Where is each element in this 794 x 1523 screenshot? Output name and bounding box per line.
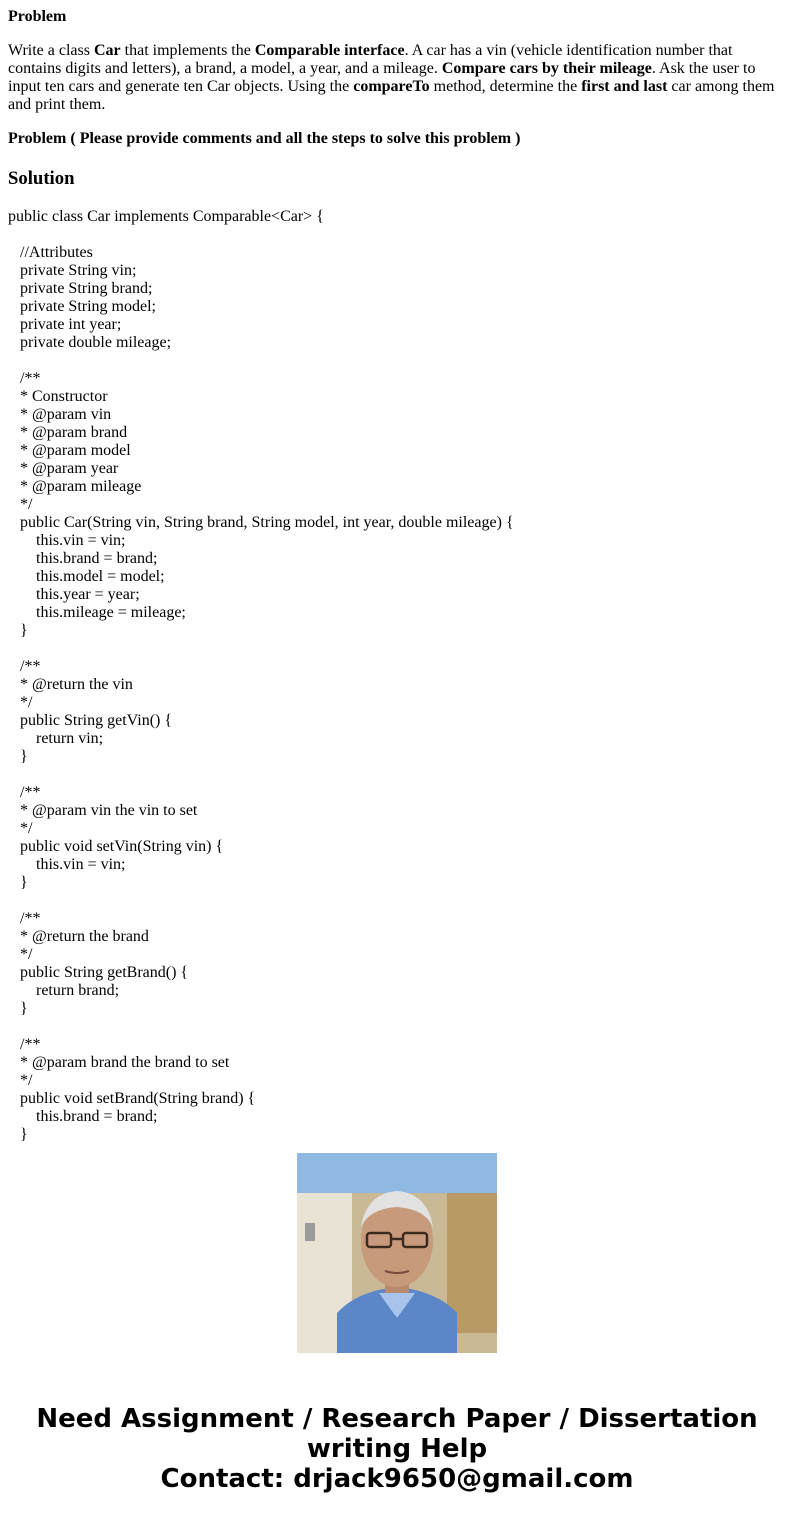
code-line: }	[8, 748, 28, 765]
avatar	[297, 1153, 497, 1353]
code-line: public Car(String vin, String brand, String model, int year, double mileage) {	[8, 514, 514, 531]
code-line: /**	[8, 658, 41, 675]
document-content	[8, 8, 786, 1143]
code-line: return brand;	[8, 982, 120, 999]
code-line: }	[8, 622, 28, 639]
promo-banner	[0, 1404, 794, 1494]
code-line: }	[8, 874, 28, 891]
code-line: */	[8, 820, 33, 837]
code-line	[8, 226, 786, 244]
code-line: * @param brand	[8, 424, 128, 441]
code-line: this.brand = brand;	[8, 1108, 158, 1125]
code-line	[8, 352, 786, 370]
code-line: this.mileage = mileage;	[8, 604, 186, 621]
problem-text: method, determine the	[429, 78, 582, 95]
code-line: private String vin;	[8, 262, 137, 279]
code-line: this.year = year;	[8, 586, 140, 603]
problem-text: Write a class	[8, 42, 94, 59]
code-line: * @param vin the vin to set	[8, 802, 198, 819]
code-line: * @param model	[8, 442, 131, 459]
code-line: public class Car implements Comparable<Car> {	[8, 208, 324, 225]
code-line: this.vin = vin;	[8, 856, 126, 873]
code-line: * @return the brand	[8, 928, 149, 945]
problem-text: . Ask the user to input ten cars and generate ten Car objects. Using the	[8, 60, 756, 95]
code-line: public String getBrand() {	[8, 964, 189, 981]
code-line: public void setVin(String vin) {	[8, 838, 224, 855]
code-line: * @return the vin	[8, 676, 133, 693]
problem-text: car among them and print them.	[8, 78, 775, 113]
code-line: this.vin = vin;	[8, 532, 126, 549]
problem-text: . A car has a vin (vehicle identification number that contains digits and letters), a brand, a model, a year, and a mileage.	[8, 42, 733, 77]
promo-line-1: Need Assignment / Research Paper / Dissertation	[36, 1404, 758, 1434]
code-line: * @param mileage	[8, 478, 142, 495]
code-line: //Attributes	[8, 244, 93, 261]
code-line: */	[8, 1072, 33, 1089]
code-line: */	[8, 496, 33, 513]
code-line: this.model = model;	[8, 568, 165, 585]
code-line: private double mileage;	[8, 334, 172, 351]
promo-line-2: writing Help	[306, 1434, 488, 1464]
problem-emphasis: compareTo	[353, 78, 430, 95]
code-line: private String model;	[8, 298, 156, 315]
code-line	[8, 1018, 786, 1036]
code-line: /**	[8, 910, 41, 927]
code-line: /**	[8, 1036, 41, 1053]
code-line	[8, 640, 786, 658]
code-line: */	[8, 946, 33, 963]
solution-code	[8, 208, 786, 1144]
code-line: private String brand;	[8, 280, 153, 297]
code-line: private int year;	[8, 316, 122, 333]
code-line: }	[8, 1000, 28, 1017]
code-line: }	[8, 1126, 28, 1143]
problem-emphasis: first and last	[581, 78, 668, 95]
problem-text: that implements the	[120, 42, 255, 59]
code-line: public String getVin() {	[8, 712, 173, 729]
problem-emphasis: Compare cars by their mileage	[441, 60, 652, 77]
code-line: */	[8, 694, 33, 711]
solution-heading: Solution	[8, 168, 75, 189]
code-line: * @param vin	[8, 406, 112, 423]
problem-subtitle: Problem ( Please provide comments and all the steps to solve this problem )	[8, 130, 521, 147]
problem-paragraph	[8, 42, 786, 114]
problem-emphasis: Comparable interface	[254, 42, 405, 59]
code-line	[8, 892, 786, 910]
code-line: * @param year	[8, 460, 119, 477]
code-line: public void setBrand(String brand) {	[8, 1090, 256, 1107]
promo-contact: Contact: drjack9650@gmail.com	[160, 1464, 634, 1494]
code-line: return vin;	[8, 730, 104, 747]
code-line: this.brand = brand;	[8, 550, 158, 567]
code-line: /**	[8, 370, 41, 387]
problem-title: Problem	[8, 8, 67, 25]
problem-emphasis: Car	[93, 42, 121, 59]
person-portrait-icon	[297, 1153, 497, 1353]
code-line: * Constructor	[8, 388, 108, 405]
code-line: * @param brand the brand to set	[8, 1054, 230, 1071]
code-line: /**	[8, 784, 41, 801]
code-line	[8, 766, 786, 784]
